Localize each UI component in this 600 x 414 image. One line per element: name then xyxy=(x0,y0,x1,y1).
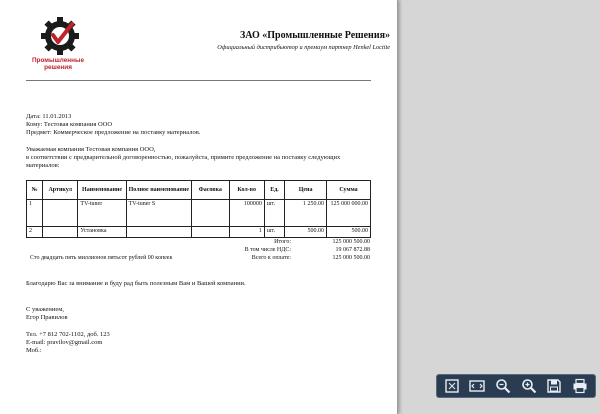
letter-subject: Предмет: Коммерческое предложение на поставку материалов. xyxy=(26,129,201,136)
fit-width-icon xyxy=(469,378,485,394)
table-cell: 100000 xyxy=(229,200,264,227)
table-cell: Установка xyxy=(78,227,126,238)
table-cell: шт. xyxy=(264,200,284,227)
gear-check-icon xyxy=(34,16,84,56)
letter-recipient: Кому: Тестовая компания ООО xyxy=(26,121,113,128)
items-table xyxy=(26,180,371,238)
col-header: Наименование xyxy=(78,181,126,200)
fit-page-button[interactable] xyxy=(441,377,463,395)
zoom-out-button[interactable] xyxy=(492,377,514,395)
letter-signer: Егор Правилов xyxy=(26,314,68,321)
table-cell: шт. xyxy=(264,227,284,238)
fit-page-icon xyxy=(444,378,460,394)
header-divider xyxy=(26,80,371,81)
col-header: Ед. xyxy=(264,181,284,200)
contact-mobile: Моб.: xyxy=(26,347,42,354)
table-row xyxy=(27,227,371,238)
table-cell xyxy=(43,200,78,227)
company-name: ЗАО «Промышленные Решения» xyxy=(239,30,390,41)
save-icon xyxy=(546,378,562,394)
save-button[interactable] xyxy=(543,377,565,395)
pay-value: 125 000 500.00 xyxy=(332,255,370,261)
table-cell xyxy=(192,200,230,227)
table-cell xyxy=(43,227,78,238)
table-row xyxy=(27,200,371,227)
total-label: Итого: xyxy=(274,239,291,245)
table-cell: 2 xyxy=(27,227,43,238)
col-header: Сумма xyxy=(327,181,371,200)
table-cell xyxy=(192,227,230,238)
letter-regards: С уважением, xyxy=(26,306,64,313)
table-cell: 1 xyxy=(229,227,264,238)
table-cell: 1 xyxy=(27,200,43,227)
logo-text: Промышленные решения xyxy=(31,57,85,71)
letter-date: Дата: 11.01.2013 xyxy=(26,113,72,120)
table-cell: 125 000 000.00 xyxy=(327,200,371,227)
company-subtitle: Официальный дистрибьютор и премиум партнер Henkel Loctite xyxy=(217,44,390,51)
fit-width-button[interactable] xyxy=(466,377,488,395)
table-cell: TV-tuner S xyxy=(126,200,191,227)
col-header: Артикул xyxy=(43,181,78,200)
table-cell: 1 250.00 xyxy=(285,200,327,227)
col-header: Полное наименование xyxy=(126,181,191,200)
contact-phone: Тел. +7 812 702-1102, доб. 123 xyxy=(26,331,110,338)
vat-label: В том числе НДС: xyxy=(244,247,291,253)
table-cell: TV-tuner xyxy=(78,200,126,227)
print-icon xyxy=(572,378,588,394)
col-header: Фасовка xyxy=(192,181,230,200)
amount-in-words: Сто двадцать пять миллионов пятьсот рублей 00 копеек xyxy=(30,255,173,261)
company-logo xyxy=(31,16,85,74)
table-header-row xyxy=(27,181,371,200)
viewer-toolbar xyxy=(436,374,596,398)
table-cell xyxy=(126,227,191,238)
zoom-in-button[interactable] xyxy=(518,377,540,395)
print-button[interactable] xyxy=(569,377,591,395)
letter-thanks: Благодарю Вас за внимание и буду рад быть полезным Вам и Вашей компании. xyxy=(26,280,246,287)
col-header: Кол-во xyxy=(229,181,264,200)
col-header: Цена xyxy=(285,181,327,200)
letter-intro: в соответствии с предварительной договоренностью, пожалуйста, примите предложение на поставку следующих материалов: xyxy=(26,154,341,169)
total-value: 125 000 500.00 xyxy=(332,239,370,245)
zoom-in-icon xyxy=(521,378,537,394)
table-cell: 500.00 xyxy=(327,227,371,238)
table-cell: 500.00 xyxy=(285,227,327,238)
company-header xyxy=(120,30,390,52)
letter-greeting: Уважаемая компания Тестовая компания ООО, xyxy=(26,146,156,153)
vat-value: 19 067 872.88 xyxy=(335,247,370,253)
pay-label: Всего к оплате: xyxy=(251,255,291,261)
col-header: № xyxy=(27,181,43,200)
zoom-out-icon xyxy=(495,378,511,394)
contact-email: E-mail: pravilov@gmail.com xyxy=(26,339,103,346)
